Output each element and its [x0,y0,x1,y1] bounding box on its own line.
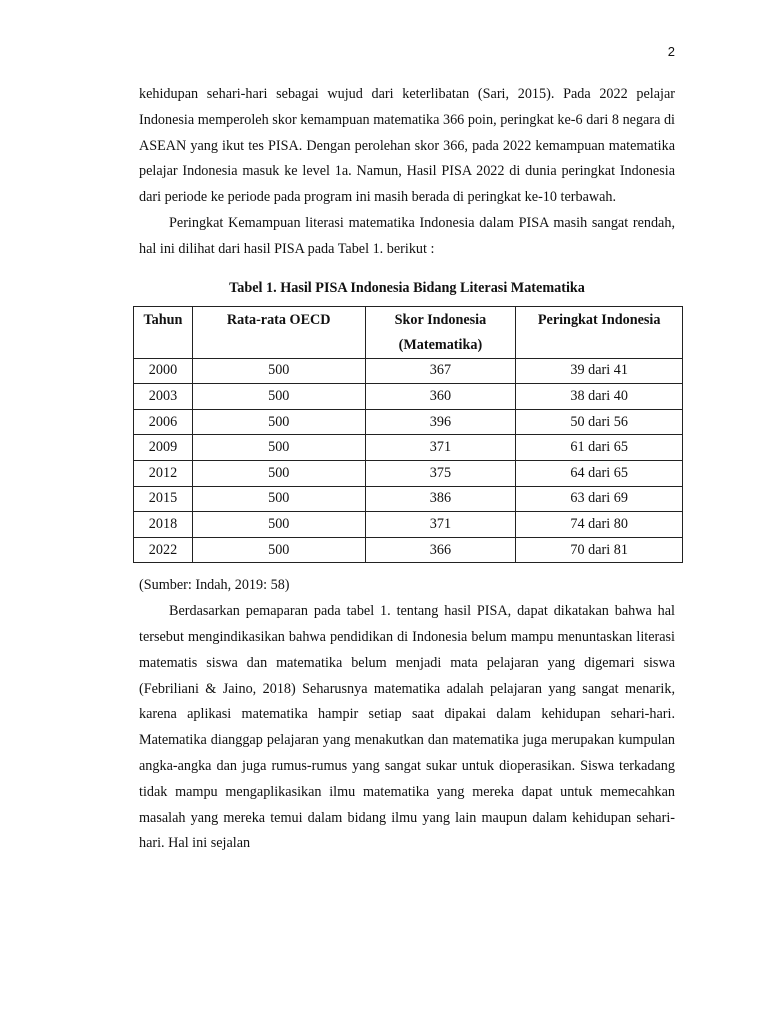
cell-indonesia-score: 371 [365,512,516,538]
cell-oecd-average: 500 [192,512,365,538]
table-row [134,358,683,384]
cell-year: 2012 [134,460,193,486]
cell-indonesia-rank: 39 dari 41 [516,358,683,384]
cell-oecd-average: 500 [192,486,365,512]
cell-year: 2000 [134,358,193,384]
table-row [134,486,683,512]
cell-year: 2015 [134,486,193,512]
header-tahun: Tahun [134,306,193,358]
table-source-note: (Sumber: Indah, 2019: 58) [139,577,290,594]
page-content [139,82,675,857]
paragraph-discussion: Berdasarkan pemaparan pada tabel 1. tentang hasil PISA, dapat dikatakan bahwa hal tersebut mengindikasikan bahwa pendidikan di Indonesia belum mampu menuntaskan literasi matematis siswa dan matematika belum menjadi mata pelajaran yang digemari siswa (Febriliani & Jaino, 2018) Seharusnya matematika adalah pelajaran yang sangat menarik, karena aplikasi matematika hampir setiap saat dipakai dalam kehidupan sehari-hari. Matematika dianggap pelajaran yang menakutkan dan matematika juga merupakan kumpulan angka-angka dan juga rumus-rumus yang sangat sukar untuk dioperasikan. Siswa terkadang tidak mampu mengaplikasikan ilmu matematika yang mereka dapat untuk memecahkan masalah yang mereka temui dalam bidang ilmu yang lain maupun dalam kehidupan sehari-hari. Hal ini sejalan [139,603,675,852]
cell-indonesia-rank: 64 dari 65 [516,460,683,486]
cell-indonesia-rank: 61 dari 65 [516,435,683,461]
cell-oecd-average: 500 [192,358,365,384]
table-row [134,512,683,538]
table-row [134,435,683,461]
pisa-results-table [133,306,683,564]
cell-indonesia-score: 360 [365,384,516,410]
table-row [134,460,683,486]
page-number: 2 [667,44,675,59]
cell-oecd-average: 500 [192,384,365,410]
cell-indonesia-rank: 74 dari 80 [516,512,683,538]
header-skor-indonesia: Skor Indonesia (Matematika) [365,306,516,358]
header-peringkat-indonesia: Peringkat Indonesia [516,306,683,358]
cell-year: 2009 [134,435,193,461]
cell-indonesia-score: 366 [365,537,516,563]
paragraph-intro: kehidupan sehari-hari sebagai wujud dari keterlibatan (Sari, 2015). Pada 2022 pelajar Indonesia memperoleh skor kemampuan matematika 366 poin, peringkat ke-6 dari 8 negara di ASEAN yang ikut tes PISA. Dengan perolehan skor 366, pada 2022 kemampuan matematika pelajar Indonesia masuk ke level 1a. Namun, Hasil PISA 2022 di dunia peringkat Indonesia dari periode ke periode pada program ini masih berada di peringkat ke-10 terbawah. [139,86,675,206]
cell-indonesia-rank: 38 dari 40 [516,384,683,410]
cell-oecd-average: 500 [192,537,365,563]
cell-indonesia-score: 371 [365,435,516,461]
cell-indonesia-score: 375 [365,460,516,486]
table-header-row [134,306,683,358]
cell-indonesia-rank: 50 dari 56 [516,409,683,435]
cell-indonesia-score: 396 [365,409,516,435]
table-row [134,409,683,435]
cell-oecd-average: 500 [192,409,365,435]
table-row [134,384,683,410]
cell-indonesia-score: 367 [365,358,516,384]
cell-indonesia-rank: 70 dari 81 [516,537,683,563]
cell-oecd-average: 500 [192,460,365,486]
cell-oecd-average: 500 [192,435,365,461]
paragraph-literacy-rank: Peringkat Kemampuan literasi matematika Indonesia dalam PISA masih sangat rendah, hal ini dilihat dari hasil PISA pada Tabel 1. berikut : [139,214,675,257]
cell-indonesia-score: 386 [365,486,516,512]
table-row [134,537,683,563]
header-rata-rata-oecd: Rata-rata OECD [192,306,365,358]
cell-year: 2018 [134,512,193,538]
cell-year: 2006 [134,409,193,435]
cell-year: 2022 [134,537,193,563]
cell-year: 2003 [134,384,193,410]
cell-indonesia-rank: 63 dari 69 [516,486,683,512]
table-caption: Tabel 1. Hasil PISA Indonesia Bidang Literasi Matematika [229,279,585,296]
